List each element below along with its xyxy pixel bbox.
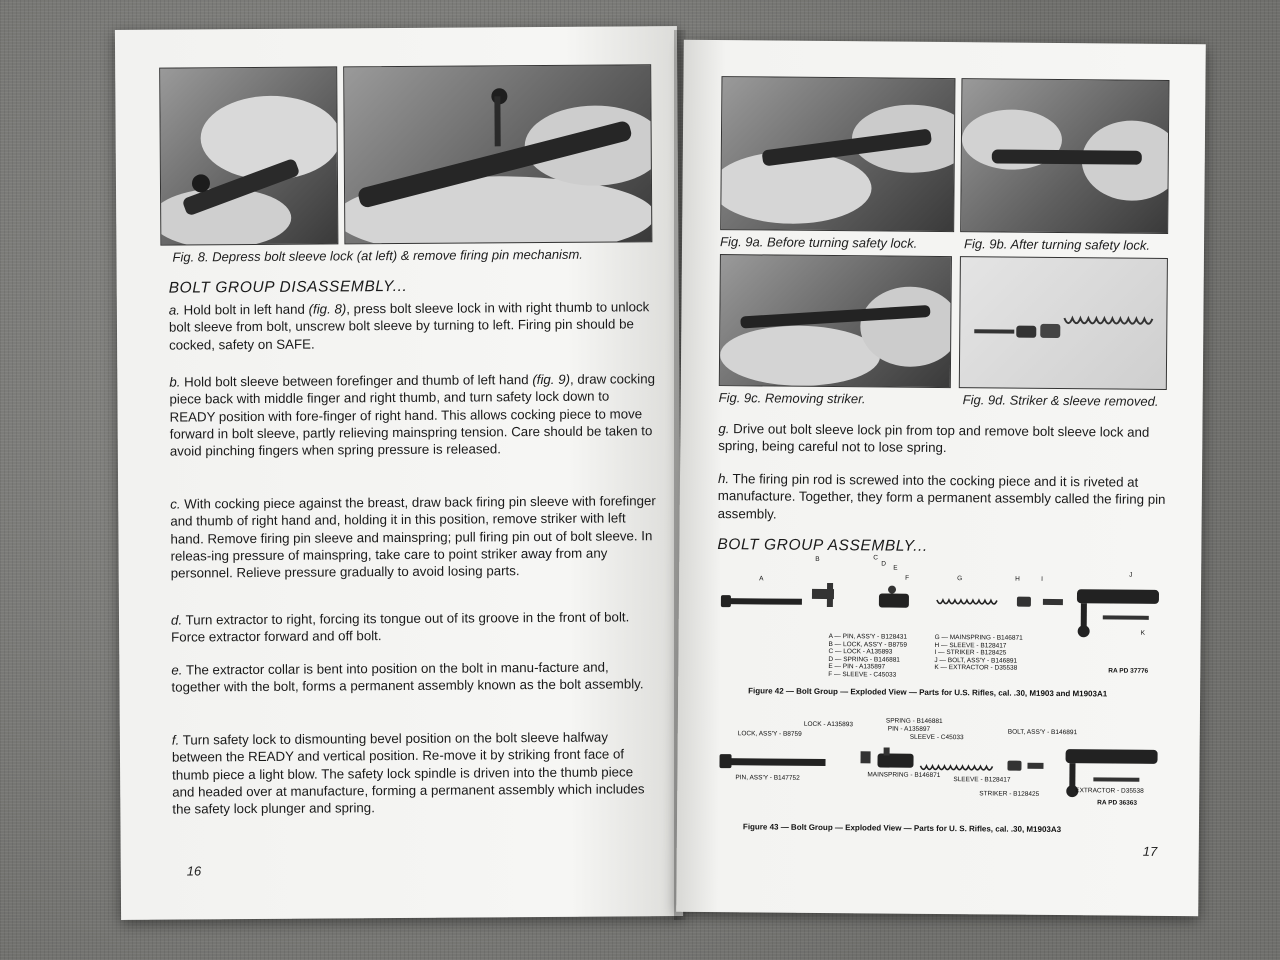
fig42-part-g: G — MAINSPRING - B146871 [934, 633, 1023, 642]
step-a-text-2: , press bolt sleeve lock in with right thumb to unlock bolt sleeve from bolt, unscrew bolt sleeve by turning to left. Firing pin should be cocked, safety on SAFE. [168, 299, 650, 353]
step-b-text-1: Hold bolt sleeve between forefinger and thumb of left hand [180, 372, 533, 390]
fig9a-photo [720, 76, 955, 232]
fig42-letter-a: A [759, 575, 764, 583]
step-a-text-1: Hold bolt in left hand [179, 301, 309, 318]
step-c-label: c. [170, 496, 181, 512]
fig42-ra-pd: RA PD 37776 [1108, 667, 1149, 675]
step-g-paragraph [718, 420, 1174, 459]
fig9c-photo [719, 254, 952, 388]
fig42-letter-g: G [957, 575, 963, 583]
step-c-paragraph [170, 492, 657, 582]
fig9c-sketch [720, 255, 951, 387]
fig42-parts-list-right [934, 634, 1022, 673]
fig42-part-b: B — LOCK, ASS'Y - B8759 [828, 640, 908, 649]
fig42-exploded-view [717, 555, 1168, 644]
fig43-label-sleeve: SLEEVE - C45033 [909, 733, 964, 742]
fig42-letter-h: H [1015, 575, 1020, 583]
fig42-part-i: I — STRIKER - B128425 [934, 649, 1007, 657]
right-page [676, 40, 1206, 917]
fig43-caption: Figure 43 — Bolt Group — Exploded View — Parts for U. S. Rifles, cal. .30, M1903A3 [742, 822, 1062, 835]
page-number-right: 17 [1142, 843, 1158, 859]
fig42-part-h: H — SLEEVE - B128417 [934, 641, 1007, 650]
fig42-letter-j: J [1129, 571, 1133, 579]
disassembly-heading: BOLT GROUP DISASSEMBLY... [168, 277, 408, 297]
step-d-paragraph [171, 608, 657, 646]
fig42-letter-k: K [1140, 629, 1146, 637]
fig42-parts-list-left [828, 633, 907, 679]
fig9a-sketch [721, 77, 954, 231]
fig42-part-c: C — LOCK - A135893 [828, 648, 893, 656]
fig9d-photo [959, 256, 1168, 390]
step-a-fig-ref: (fig. 8) [308, 301, 347, 317]
fig8-photo-left [159, 66, 338, 245]
fig42-part-a: A — PIN, ASS'Y - B128431 [828, 633, 908, 641]
fig43-label-sleeve2: SLEEVE - B128417 [953, 776, 1011, 784]
step-f-text: Turn safety lock to dismounting bevel position on the bolt sleeve halfway between the READY and vertical position. Re-move it by striking front face of thumb piece a light blow. The safety lock spindle is driven into the thumb piece and headed over at manufacture, forming a permanent assembly which includes the safety lock plunger and spring. [171, 729, 645, 817]
fig43-label-spring: SPRING - B146881 [885, 717, 943, 726]
fig42-drawing [717, 555, 1168, 644]
fig43-label-pin: PIN - A135897 [887, 725, 931, 733]
step-g-label: g. [718, 421, 730, 437]
step-b-paragraph [169, 370, 656, 460]
step-b-fig-ref: (fig. 9) [532, 371, 571, 388]
step-d-text: Turn extractor to right, forcing its tongue out of its groove in the front of bolt. Force extractor forward and off bolt. [171, 609, 630, 645]
fig42-letter-d: D [881, 560, 886, 568]
fig42-part-k: K — EXTRACTOR - D35538 [934, 664, 1018, 673]
step-b-text-2: , draw cocking piece back with middle finger and right thumb, and turn safety lock down to READY position with fore-finger of right hand. This allows cocking piece to move forward in bolt sleeve, partly relieving mainspring tension. Care should be taken to avoid pinching fingers when spring pressure is released. [169, 371, 656, 459]
fig9d-caption: Fig. 9d. Striker & sleeve removed. [962, 392, 1159, 409]
step-e-label: e. [171, 662, 183, 678]
fig43-label-pin-assy: PIN, ASS'Y - B147752 [735, 774, 800, 782]
step-e-paragraph [171, 658, 657, 696]
step-h-paragraph [718, 470, 1174, 526]
fig9c-caption: Fig. 9c. Removing striker. [718, 390, 866, 407]
hand-bolt-sketch [160, 67, 337, 244]
step-h-label: h. [717, 471, 730, 487]
step-b-label: b. [169, 374, 181, 390]
left-page [115, 26, 683, 920]
fig42-letter-e: E [893, 564, 898, 572]
fig43-ra-pd: RA PD 36363 [1097, 799, 1138, 807]
fig9b-photo [960, 78, 1169, 234]
step-d-label: d. [170, 612, 183, 628]
fig43-label-extractor: EXTRACTOR - D35538 [1075, 787, 1144, 795]
fig9d-sketch [960, 257, 1167, 389]
fig42-letter-f: F [905, 574, 910, 582]
fig43-label-lock: LOCK - A135893 [803, 720, 854, 729]
fig43-label-lock-assy: LOCK, ASS'Y - B8759 [737, 730, 802, 738]
step-a-paragraph [169, 298, 655, 353]
fig43-label-striker: STRIKER - B128425 [979, 790, 1040, 798]
step-a-label: a. [168, 302, 181, 318]
fig42-part-f: F — SLEEVE - C45033 [828, 670, 897, 679]
fig42-part-d: D — SPRING - B146881 [828, 655, 900, 664]
fig42-part-e: E — PIN - A135897 [828, 663, 886, 671]
fig9b-caption: Fig. 9b. After turning safety lock. [963, 236, 1151, 253]
step-f-paragraph [172, 728, 659, 818]
fig42-letter-c: C [873, 554, 879, 562]
fig42-letter-b: B [815, 555, 820, 563]
fig9b-sketch [961, 79, 1168, 233]
fig42-caption: Figure 42 — Bolt Group — Exploded View — Parts for U.S. Rifles, cal. .30, M1903 and M1903A1 [748, 686, 1108, 699]
fig9a-caption: Fig. 9a. Before turning safety lock. [719, 234, 918, 251]
fig42-part-j: J — BOLT, ASS'Y - B146891 [934, 656, 1018, 665]
step-h-text: The firing pin rod is screwed into the cocking piece and it is riveted at manufacture. Together, they form a permanent assembly called the firing pin assembly. [717, 471, 1166, 522]
step-g-text: Drive out bolt sleeve lock pin from top and remove bolt sleeve lock and spring, being careful not to lose spring. [718, 421, 1150, 456]
fig43-label-bolt-assy: BOLT, ASS'Y - B146891 [1007, 728, 1078, 737]
fig8-caption: Fig. 8. Depress bolt sleeve lock (at left) & remove firing pin mechanism. [172, 246, 583, 265]
fig43-label-mainspring: MAINSPRING - B146871 [867, 771, 941, 780]
page-number-left: 16 [186, 863, 202, 879]
bolt-removal-sketch [344, 65, 651, 243]
fig8-photo-right [343, 64, 652, 244]
step-c-text: With cocking piece against the breast, draw back firing pin sleeve with forefinger and thumb of right hand and, holding it in this position, remove striker with left hand. Remove firing pin sleeve and mainspring; pull firing pin out of bolt sleeve. In releas-ing pressure of mainspring, take care to point striker away from any personnel. Relieve pressure gradually to avoid losing parts. [170, 493, 656, 581]
fig42-letter-i: I [1041, 575, 1043, 583]
step-e-text: The extractor collar is bent into position on the bolt in manu-facture and, together with the bolt, forms a permanent assembly known as the bolt assembly. [171, 659, 644, 695]
assembly-heading: BOLT GROUP ASSEMBLY... [717, 536, 928, 555]
step-f-label: f. [171, 732, 180, 748]
